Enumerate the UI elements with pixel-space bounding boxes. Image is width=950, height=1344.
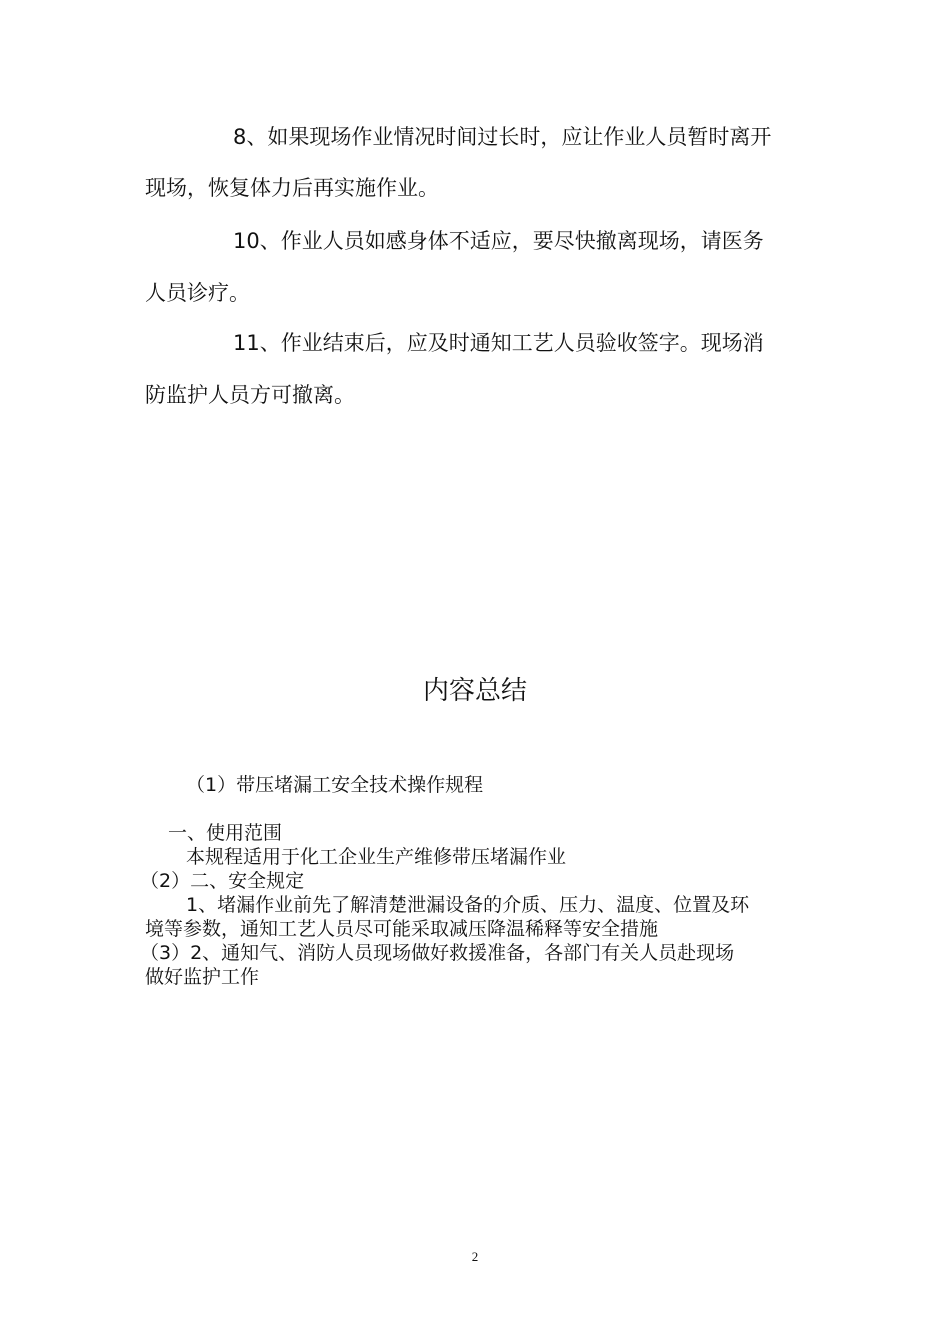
paragraph-line: 人员诊疗。 [145,281,250,305]
paragraph-line: 10、作业人员如感身体不适应，要尽快撤离现场，请医务 [233,229,764,253]
paragraph-line: 防监护人员方可撤离。 [145,383,355,407]
summary-line: 一、使用范围 [168,822,283,844]
summary-line: 做好监护工作 [145,966,260,988]
summary-line: 本规程适用于化工企业生产维修带压堵漏作业 [186,846,567,868]
paragraph-line: 现场，恢复体力后再实施作业。 [145,176,439,200]
paragraph-line: 11、作业结束后，应及时通知工艺人员验收签字。现场消 [233,331,764,355]
summary-line: （3）2、通知气、消防人员现场做好救援准备，各部门有关人员赴现场 [140,942,735,964]
summary-title: 内容总结 [422,676,527,706]
paragraph-line: 8、如果现场作业情况时间过长时，应让作业人员暂时离开 [233,125,772,149]
summary-line: （1）带压堵漏工安全技术操作规程 [186,774,484,796]
summary-line: （2）二、安全规定 [140,870,305,892]
summary-line: 1、堵漏作业前先了解清楚泄漏设备的介质、压力、温度、位置及环 [186,894,750,916]
summary-line: 境等参数，通知工艺人员尽可能采取减压降温稀释等安全措施 [145,918,659,940]
page-number: 2 [471,1249,479,1264]
